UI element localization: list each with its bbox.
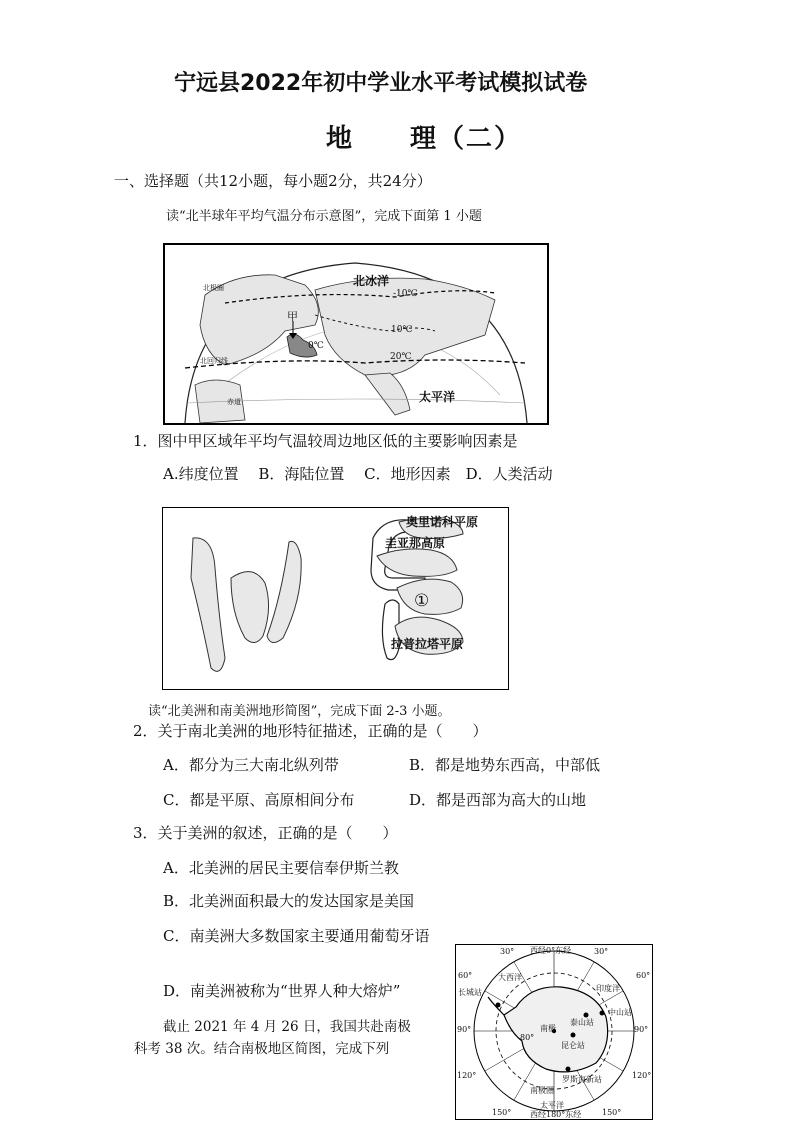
label-circle-1: ① — [414, 591, 430, 611]
q3-stem: 3．关于美洲的叙述，正确的是（ ） — [133, 824, 398, 842]
q2-option-b: B．都是地势东西高，中部低 — [409, 756, 601, 774]
label-arctic-circle: 北极圈 — [203, 284, 224, 292]
label-80-degree: 80° — [520, 1033, 535, 1042]
label-ross-sea-station: 罗斯海新站 — [562, 1075, 602, 1084]
q3-option-b: B．北美洲面积最大的发达国家是美国 — [163, 892, 415, 910]
label-top-meridian: 西经0°东经 — [530, 946, 572, 955]
label-atlantic: 大西洋 — [498, 973, 522, 982]
section-heading: 一、选择题（共12小题，每小题2分，共24分） — [114, 172, 432, 190]
label-90e: 90° — [634, 1025, 649, 1034]
intro-q1: 读“北半球年平均气温分布示意图”，完成下面第 1 小题 — [166, 209, 482, 224]
label-30e: 30° — [594, 947, 609, 956]
label-90w: 90° — [457, 1025, 472, 1034]
americas-terrain-map — [162, 507, 509, 690]
q3-option-c: C．南美洲大多数国家主要通用葡萄牙语 — [163, 927, 430, 945]
label-150e: 150° — [602, 1108, 622, 1117]
label-30w: 30° — [500, 947, 515, 956]
q2-stem: 2．关于南北美洲的地形特征描述，正确的是（ ） — [133, 722, 488, 740]
label-bottom-meridian: 西经180°东经 — [530, 1110, 582, 1119]
subject-title: 地 理（二） — [326, 124, 523, 154]
label-tropic: 北回归线 — [200, 357, 228, 365]
intro-antarctica-line2: 科考 38 次。结合南极地区简图，完成下列 — [134, 1041, 390, 1057]
label-neg10c: -10℃ — [393, 289, 418, 299]
label-indian-ocean: 印度洋 — [596, 984, 620, 993]
label-zhongshan-station: 中山站 — [608, 1008, 632, 1017]
label-jia: 甲 — [287, 310, 298, 323]
antarctica-map — [455, 944, 653, 1120]
label-pacific-ocean: 太平洋 — [419, 390, 456, 404]
label-60w: 60° — [458, 971, 473, 980]
label-0c: 0℃ — [308, 341, 324, 351]
label-120e: 120° — [632, 1071, 652, 1080]
label-equator: 赤道 — [227, 398, 241, 406]
label-pacific: 太平洋 — [540, 1101, 564, 1110]
label-antarctic-circle: 南极圈 — [530, 1086, 554, 1095]
q2-option-c: C．都是平原、高原相间分布 — [163, 791, 355, 809]
exam-title: 宁远县2022年初中学业水平考试模拟试卷 — [174, 71, 588, 96]
intro-q2-3: 读“北美洲和南美洲地形简图”，完成下面 2-3 小题。 — [148, 704, 451, 719]
label-south-pole: 南极 — [540, 1024, 556, 1033]
label-taishan-station: 泰山站 — [570, 1018, 594, 1027]
label-la-plata-plain: 拉普拉塔平原 — [391, 637, 464, 651]
label-great-wall-station: 长城站 — [458, 988, 482, 997]
q2-option-d: D．都是西部为高大的山地 — [409, 791, 587, 809]
label-guiana-highlands: 圭亚那高原 — [385, 536, 446, 550]
q1-stem: 1．图中甲区域年平均气温较周边地区低的主要影响因素是 — [133, 432, 518, 450]
temperature-map — [163, 243, 549, 425]
intro-antarctica-line1: 截止 2021 年 4 月 26 日，我国共赴南极 — [163, 1019, 411, 1035]
q1-options: A.纬度位置 B．海陆位置 C．地形因素 D．人类活动 — [163, 465, 553, 483]
q3-option-d: D．南美洲被称为“世界人种大熔炉” — [163, 982, 401, 1000]
label-orinoco-plain: 奥里诺科平原 — [406, 515, 479, 529]
label-120w: 120° — [457, 1071, 477, 1080]
label-kunlun-station: 昆仑站 — [561, 1041, 585, 1050]
label-60e: 60° — [636, 971, 651, 980]
q2-option-a: A．都分为三大南北纵列带 — [163, 756, 339, 774]
label-20c: 20℃ — [390, 352, 412, 362]
label-150w: 150° — [492, 1108, 512, 1117]
label-10c: 10℃ — [391, 325, 413, 335]
q3-option-a: A．北美洲的居民主要信奉伊斯兰教 — [163, 859, 399, 877]
label-arctic-ocean: 北冰洋 — [353, 274, 390, 288]
